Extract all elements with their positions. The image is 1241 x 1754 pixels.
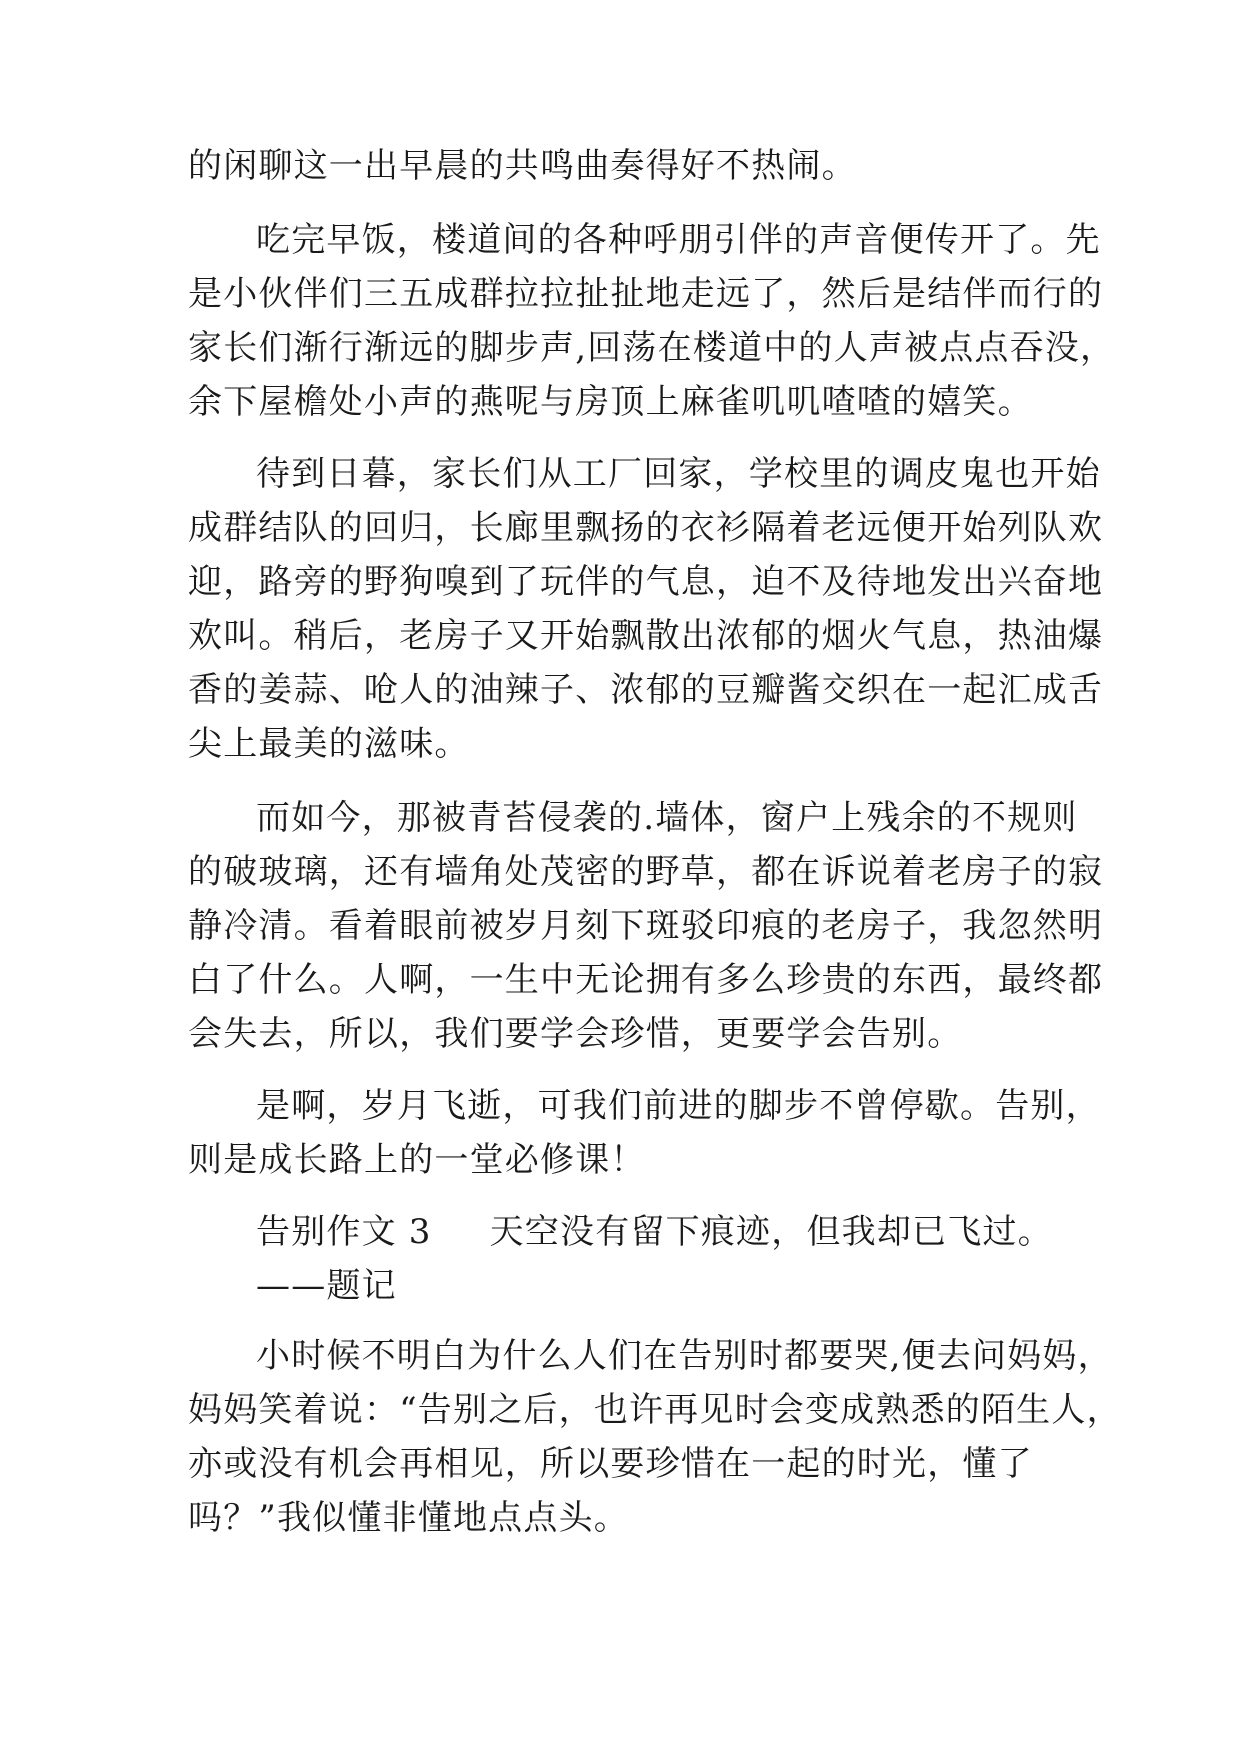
paragraph-line: 吃完早饭，楼道间的各种呼朋引伴的声音便传开了。先 <box>256 220 1101 260</box>
paragraph-line: 待到日暮，家长们从工厂回家，学校里的调皮鬼也开始 <box>256 454 1101 494</box>
essay-title: 告别作文 3 <box>256 1212 432 1252</box>
paragraph-line: 余下屋檐处小声的燕呢与房顶上麻雀叽叽喳喳的嬉笑。 <box>188 382 1033 422</box>
paragraph-line: 亦或没有机会再相见，所以要珍惜在一起的时光，懂了 <box>188 1444 1033 1484</box>
paragraph-line: 吗？”我似懂非懂地点点头。 <box>188 1498 629 1538</box>
paragraph-line: 妈妈笑着说：“告别之后，也许再见时会变成熟悉的陌生人， <box>188 1390 1122 1430</box>
paragraph-line: 是啊，岁月飞逝，可我们前进的脚步不曾停歇。告别， <box>256 1086 1101 1126</box>
paragraph-line: 欢叫。稍后，老房子又开始飘散出浓郁的烟火气息，热油爆 <box>188 616 1104 656</box>
paragraph-line: 的破玻璃，还有墙角处茂密的野草，都在诉说着老房子的寂 <box>188 852 1104 892</box>
paragraph-line: 香的姜蒜、呛人的油辣子、浓郁的豆瓣酱交织在一起汇成舌 <box>188 670 1104 710</box>
paragraph-line: 的闲聊这一出早晨的共鸣曲奏得好不热闹。 <box>188 146 857 186</box>
essay-heading-line <box>256 1208 1053 1256</box>
epigraph: 天空没有留下痕迹，但我却已飞过。 <box>489 1212 1053 1252</box>
paragraph-line: 小时候不明白为什么人们在告别时都要哭,便去问妈妈， <box>256 1336 1113 1376</box>
epigraph-attribution: ——题记 <box>256 1266 397 1306</box>
paragraph-line: 是小伙伴们三五成群拉拉扯扯地走远了，然后是结伴而行的 <box>188 274 1104 314</box>
paragraph-line: 会失去，所以，我们要学会珍惜，更要学会告别。 <box>188 1014 963 1054</box>
paragraph-line: 则是成长路上的一堂必修课！ <box>188 1140 646 1180</box>
paragraph-line: 而如今，那被青苔侵袭的.墙体，窗户上残余的不规则 <box>256 798 1078 838</box>
paragraph-line: 静冷清。看着眼前被岁月刻下斑驳印痕的老房子，我忽然明 <box>188 906 1104 946</box>
paragraph-line: 尖上最美的滋味。 <box>188 724 470 764</box>
paragraph-line: 白了什么。人啊，一生中无论拥有多么珍贵的东西，最终都 <box>188 960 1104 1000</box>
paragraph-line: 成群结队的回归，长廊里飘扬的衣衫隔着老远便开始列队欢 <box>188 508 1104 548</box>
paragraph-line: 迎，路旁的野狗嗅到了玩伴的气息，迫不及待地发出兴奋地 <box>188 562 1104 602</box>
paragraph-line: 家长们渐行渐远的脚步声,回荡在楼道中的人声被点点吞没， <box>188 328 1116 368</box>
